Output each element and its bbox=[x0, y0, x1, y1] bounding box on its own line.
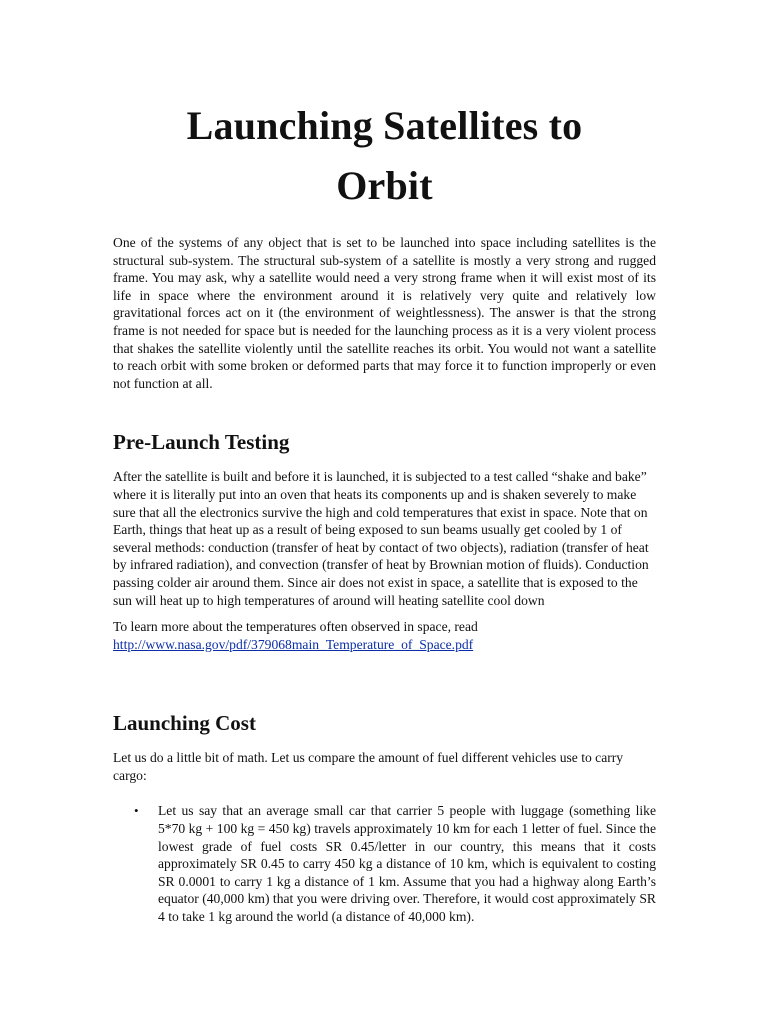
nasa-temperature-link[interactable]: http://www.nasa.gov/pdf/379068main_Temperature_of_Space.pdf bbox=[113, 636, 474, 652]
list-item bbox=[113, 802, 656, 925]
list-item-text: Let us say that an average small car that carrier 5 people with luggage (something like 5*70 kg + 100 kg = 450 kg) travels approximately 10 km for each 1 letter of fuel. Since the lowest grade of fuel costs SR 0.45/letter in our country, this means that it costs approximately SR 0.45 to carry 450 kg a distance of 10 km, which is equivalent to costing SR 0.0001 to carry 1 kg a distance of 1 km. Assume that you had a highway along Earth’s equator (40,000 km) that you were driving over. Therefore, it would cost approximately SR 4 to take 1 kg around the world (a distance of 40,000 km). bbox=[158, 803, 656, 925]
intro-paragraph: One of the systems of any object that is set to be launched into space including satellites is the structural sub-system. The structural sub-system of a satellite is mostly a very strong and rugged frame. You may ask, why a satellite would need a very strong frame when it will exist most of its life in space where the environment around it is relatively very quite and relatively low gravitational forces act on it (the environment of weightlessness). The answer is that the strong frame is not needed for space but is needed for the launching process as it is a very violent process that shakes the satellite violently until the satellite reaches its orbit. You would not want a satellite to reach orbit with some broken or deformed parts that may force it to function improperly or even not function at all. bbox=[113, 235, 656, 391]
title-line-1: Launching Satellites to bbox=[186, 103, 583, 148]
read-more-text: To learn more about the temperatures often observed in space, read bbox=[113, 619, 478, 635]
section-heading-launching-cost: Launching Cost bbox=[113, 711, 256, 736]
title-line-2: Orbit bbox=[336, 163, 433, 208]
section-heading-pre-launch-testing: Pre-Launch Testing bbox=[113, 430, 290, 455]
fuel-comparison-list bbox=[113, 802, 656, 925]
pre-launch-paragraph: After the satellite is built and before it is launched, it is subjected to a test called “shake and bake” where it is literally put into an oven that heats its components up and is shaken severely to make sure that all the electronics survive the high and cold temperatures that exist in space. Note that on Earth, things that heat up as a result of being exposed to sun beams usually get cooled by 1 of several methods: conduction (transfer of heat by contact of two objects), radiation (transfer of heat by infrared radiation), and convection (transfer of heat by Brownian motion of fluids). Conduction passing colder air around them. Since air does not exist in space, a satellite that is exposed to the sun will heat up to high temperatures of around will heating satellite cool down bbox=[113, 469, 649, 608]
page-title bbox=[113, 96, 656, 216]
document-page bbox=[113, 96, 656, 926]
launching-cost-paragraph: Let us do a little bit of math. Let us compare the amount of fuel different vehicles use to carry cargo: bbox=[113, 750, 624, 783]
bullet-icon: • bbox=[134, 803, 139, 819]
read-more-paragraph bbox=[113, 618, 656, 653]
